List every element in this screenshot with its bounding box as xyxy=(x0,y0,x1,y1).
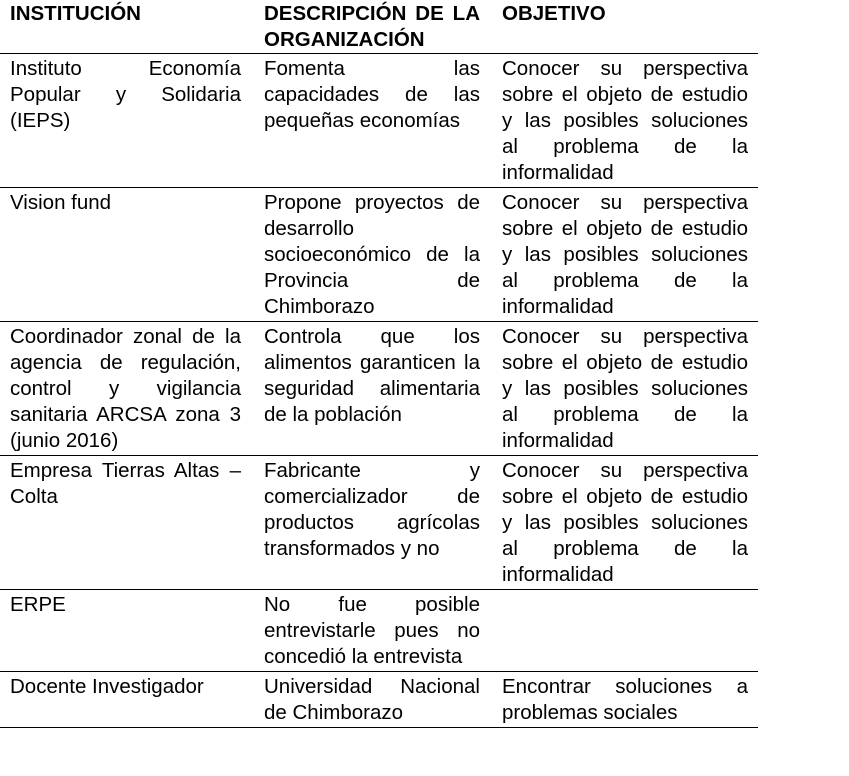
cell-objetivo: Conocer su perspectiva sobre el objeto de estudio y las posibles soluciones al problema de la informalidad xyxy=(490,456,758,590)
cell-institucion: Instituto Economía Popular y Solidaria (IEPS) xyxy=(0,54,250,188)
header-descripcion: DESCRIPCIÓN DE LA ORGANIZACIÓN xyxy=(250,0,490,54)
cell-objetivo xyxy=(490,590,758,672)
cell-descripcion: Fabricante y comercializador de productos agrícolas transformados y no xyxy=(250,456,490,590)
cell-objetivo: Encontrar soluciones a problemas sociales xyxy=(490,672,758,728)
table-header-row xyxy=(0,0,758,54)
cell-descripcion: Propone proyectos de desarrollo socioeconómico de la Provincia de Chimborazo xyxy=(250,188,490,322)
header-objetivo: OBJETIVO xyxy=(490,0,758,54)
cell-objetivo: Conocer su perspectiva sobre el objeto de estudio y las posibles soluciones al problema de la informalidad xyxy=(490,322,758,456)
cell-institucion: Coordinador zonal de la agencia de regulación, control y vigilancia sanitaria ARCSA zona 3 (junio 2016) xyxy=(0,322,250,456)
table-row xyxy=(0,54,758,188)
table-row xyxy=(0,188,758,322)
table-row xyxy=(0,322,758,456)
cell-objetivo: Conocer su perspectiva sobre el objeto de estudio y las posibles soluciones al problema de la informalidad xyxy=(490,188,758,322)
cell-descripcion: Universidad Nacional de Chimborazo xyxy=(250,672,490,728)
cell-institucion: ERPE xyxy=(0,590,250,672)
cell-institucion: Docente Investigador xyxy=(0,672,250,728)
cell-institucion: Empresa Tierras Altas –Colta xyxy=(0,456,250,590)
cell-descripcion: Controla que los alimentos garanticen la seguridad alimentaria de la población xyxy=(250,322,490,456)
table-row xyxy=(0,590,758,672)
cell-objetivo: Conocer su perspectiva sobre el objeto de estudio y las posibles soluciones al problema de la informalidad xyxy=(490,54,758,188)
cell-institucion: Vision fund xyxy=(0,188,250,322)
table-row xyxy=(0,672,758,728)
header-institucion: INSTITUCIÓN xyxy=(0,0,250,54)
cell-descripcion: No fue posible entrevistarle pues no concedió la entrevista xyxy=(250,590,490,672)
table-row xyxy=(0,456,758,590)
cell-descripcion: Fomenta las capacidades de las pequeñas economías xyxy=(250,54,490,188)
